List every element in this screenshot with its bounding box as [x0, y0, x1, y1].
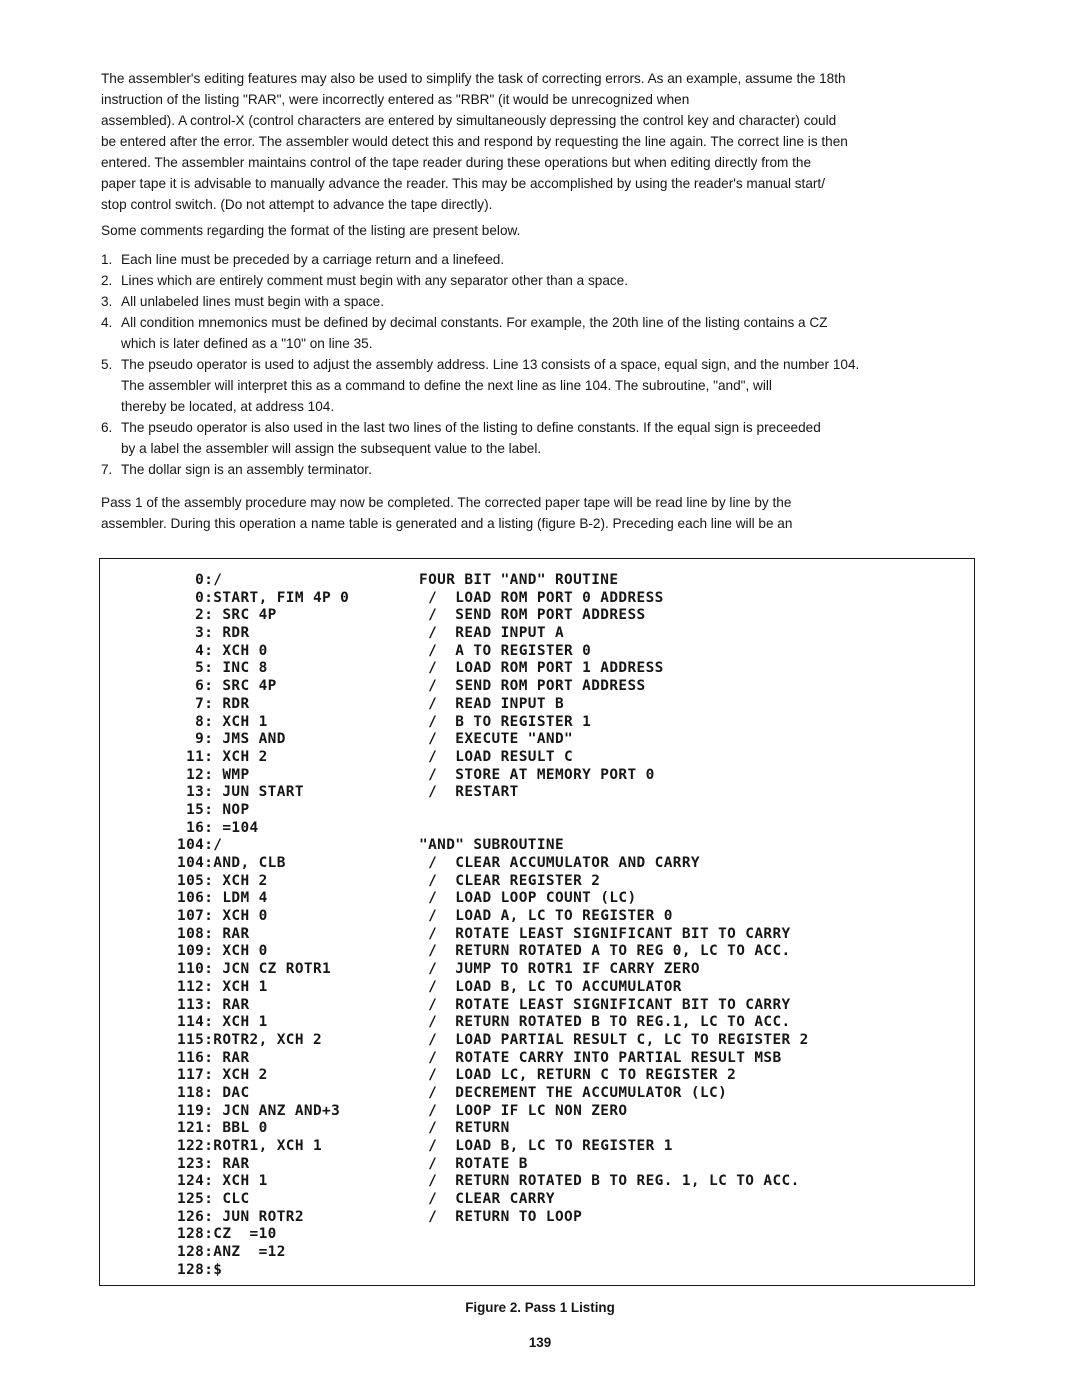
intro-line: The assembler's editing features may also be used to simplify the task of correcting errors. As an example, assume the 18th: [101, 71, 846, 86]
listing-comment-line: / LOAD B, LC TO ACCUMULATOR: [419, 978, 682, 995]
rule-line: by a label the assembler will assign the subsequent value to the label.: [121, 441, 542, 456]
listing-code-line: 0:START, FIM 4P 0: [177, 589, 350, 606]
rule-number: 7.: [101, 462, 113, 477]
listing-code-line: 5: INC 8: [177, 660, 268, 677]
listing-comment-line: / DECREMENT THE ACCUMULATOR (LC): [419, 1084, 728, 1101]
format-rules-list: [101, 249, 981, 480]
listing-code-line: 7: RDR: [177, 695, 250, 712]
listing-comment-line: / SEND ROM PORT ADDRESS: [419, 678, 646, 695]
listing-code-line: 16: =104: [177, 819, 259, 836]
listing-code-line: 126: JUN ROTR2: [177, 1208, 304, 1225]
rule-item: [101, 291, 981, 312]
listing-code-line: 106: LDM 4: [177, 890, 268, 907]
listing-code-line: 8: XCH 1: [177, 713, 268, 730]
listing-comment-line: / ROTATE LEAST SIGNIFICANT BIT TO CARRY: [419, 996, 791, 1013]
listing-code-line: 113: RAR: [177, 996, 250, 1013]
listing-comment-line: / ROTATE LEAST SIGNIFICANT BIT TO CARRY: [419, 925, 791, 942]
listing-comment-line: / CLEAR REGISTER 2: [419, 872, 601, 889]
rule-line: The pseudo operator is also used in the last two lines of the listing to define constants. If the equal sign is preceeded: [121, 420, 821, 435]
rule-item: [101, 312, 981, 354]
listing-code-line: 114: XCH 1: [177, 1014, 268, 1031]
listing-code-line: 109: XCH 0: [177, 943, 268, 960]
listing-comment-line: / EXECUTE "AND": [419, 731, 574, 748]
listing-code-line: 6: SRC 4P: [177, 678, 277, 695]
listing-code-column: [177, 572, 349, 1280]
figure-caption: Figure 2. Pass 1 Listing: [465, 1300, 615, 1315]
listing-code-line: 119: JCN ANZ AND+3: [177, 1102, 341, 1119]
listing-comment-line: / RETURN ROTATED A TO REG 0, LC TO ACC.: [419, 943, 791, 960]
listing-comment-line: / CLEAR CARRY: [419, 1191, 555, 1208]
listing-code-line: 110: JCN CZ ROTR1: [177, 961, 332, 978]
listing-code-line: 3: RDR: [177, 625, 250, 642]
listing-comment-line: [419, 820, 809, 838]
listing-code-line: 9: JMS AND: [177, 731, 286, 748]
pass1-paragraph: [101, 492, 991, 534]
listing-comment-line: / RETURN: [419, 1120, 510, 1137]
listing-comment-line: / JUMP TO ROTR1 IF CARRY ZERO: [419, 961, 700, 978]
intro-line: paper tape it is advisable to manually advance the reader. This may be accomplished by using the reader's manual start/: [101, 176, 825, 191]
listing-code-line: 128:$: [177, 1261, 223, 1278]
listing-code-line: 105: XCH 2: [177, 872, 268, 889]
listing-comment-line: / B TO REGISTER 1: [419, 713, 592, 730]
rule-item: [101, 417, 981, 459]
listing-code-line: 117: XCH 2: [177, 1067, 268, 1084]
pass1-line: assembler. During this operation a name table is generated and a listing (figure B-2). Preceding each line will be an: [101, 516, 793, 531]
listing-comment-line: / SEND ROM PORT ADDRESS: [419, 607, 646, 624]
listing-comment-line: / LOAD ROM PORT 0 ADDRESS: [419, 589, 664, 606]
listing-code-line: 13: JUN START: [177, 784, 304, 801]
listing-comment-line: / RESTART: [419, 784, 519, 801]
listing-code-line: 125: CLC: [177, 1191, 250, 1208]
listing-comment-line: / ROTATE B: [419, 1155, 528, 1172]
listing-code-line: 118: DAC: [177, 1084, 250, 1101]
listing-comment-line: / LOAD B, LC TO REGISTER 1: [419, 1138, 673, 1154]
listing-code-line: 122:ROTR1, XCH 1: [177, 1138, 323, 1154]
rule-line: Lines which are entirely comment must begin with any separator other than a space.: [121, 273, 629, 288]
listing-comment-line: / LOOP IF LC NON ZERO: [419, 1102, 628, 1119]
listing-comment-line: / LOAD PARTIAL RESULT C, LC TO REGISTER 2: [419, 1031, 809, 1048]
listing-comment-line: / STORE AT MEMORY PORT 0: [419, 766, 655, 783]
listing-code-line: 12: WMP: [177, 766, 250, 783]
rule-line: The assembler will interpret this as a command to define the next line as line 104. The subroutine, "and", will: [121, 378, 772, 393]
listing-code-line: 115:ROTR2, XCH 2: [177, 1031, 323, 1048]
rule-number: 1.: [101, 252, 113, 267]
listing-code-line: 4: XCH 0: [177, 642, 268, 659]
listing-code-line: 116: RAR: [177, 1049, 250, 1066]
listing-comment-line: / CLEAR ACCUMULATOR AND CARRY: [419, 855, 700, 871]
listing-code-line: 128:CZ =10: [177, 1226, 277, 1243]
rule-line: thereby be located, at address 104.: [121, 399, 335, 414]
rule-line: All unlabeled lines must begin with a space.: [121, 294, 384, 309]
listing-comment-line: / A TO REGISTER 0: [419, 642, 592, 659]
listing-comment-line: / READ INPUT B: [419, 695, 565, 712]
listing-comment-line: / LOAD A, LC TO REGISTER 0: [419, 908, 673, 925]
listing-code-line: 128:ANZ =12: [177, 1244, 286, 1261]
listing-comment-line: "AND" SUBROUTINE: [419, 837, 565, 854]
listing-code-line: 104:/: [177, 837, 223, 854]
intro-line: be entered after the error. The assembler would detect this and respond by requesting the line again. The correct line is then: [101, 134, 848, 149]
intro-line: instruction of the listing "RAR", were incorrectly entered as "RBR" (it would be unrecognized when: [101, 92, 690, 107]
rule-item: [101, 249, 981, 270]
rule-number: 4.: [101, 315, 113, 330]
rule-number: 6.: [101, 420, 113, 435]
listing-code-line: 15: NOP: [177, 801, 250, 818]
listing-comment-column: [419, 572, 809, 1226]
rule-number: 2.: [101, 273, 113, 288]
page-number: 139: [528, 1335, 552, 1350]
listing-comment-line: [419, 802, 809, 820]
listing-comment-line: / LOAD RESULT C: [419, 748, 574, 765]
listing-comment-line: FOUR BIT "AND" ROUTINE: [419, 572, 619, 588]
intro-line: assembled). A control-X (control characters are entered by simultaneously depressing the control key and character) could: [101, 113, 837, 128]
rule-line: The dollar sign is an assembly terminator.: [121, 462, 372, 477]
listing-comment-line: / RETURN ROTATED B TO REG.1, LC TO ACC.: [419, 1014, 791, 1031]
comments-intro: Some comments regarding the format of the listing are present below.: [101, 223, 521, 238]
rule-line: which is later defined as a "10" on line 35.: [121, 336, 373, 351]
rule-item: [101, 459, 981, 480]
listing-code-line: 121: BBL 0: [177, 1120, 268, 1137]
rule-number: 5.: [101, 357, 113, 372]
listing-code-line: 123: RAR: [177, 1155, 250, 1172]
listing-code-line: 108: RAR: [177, 925, 250, 942]
listing-comment-line: / LOAD ROM PORT 1 ADDRESS: [419, 660, 664, 677]
listing-code-line: 112: XCH 1: [177, 978, 268, 995]
rule-line: All condition mnemonics must be defined by decimal constants. For example, the 20th line of the listing contains a CZ: [121, 315, 828, 330]
rule-line: Each line must be preceded by a carriage return and a linefeed.: [121, 252, 505, 267]
listing-comment-line: / READ INPUT A: [419, 625, 565, 642]
rule-item: [101, 270, 981, 291]
listing-code-line: 104:AND, CLB: [177, 855, 286, 871]
listing-comment-line: / LOAD LC, RETURN C TO REGISTER 2: [419, 1067, 737, 1084]
rule-item: [101, 354, 981, 417]
intro-paragraph: [101, 68, 991, 215]
listing-code-line: 124: XCH 1: [177, 1173, 268, 1190]
listing-code-line: 0:/: [177, 572, 223, 588]
intro-line: stop control switch. (Do not attempt to advance the tape directly).: [101, 197, 493, 212]
rule-line: The pseudo operator is used to adjust the assembly address. Line 13 consists of a space, equal sign, and the number 104.: [121, 357, 860, 372]
listing-code-line: 107: XCH 0: [177, 908, 268, 925]
pass1-line: Pass 1 of the assembly procedure may now be completed. The corrected paper tape will be read line by line by the: [101, 495, 792, 510]
listing-comment-line: / LOAD LOOP COUNT (LC): [419, 890, 637, 907]
listing-code-line: 11: XCH 2: [177, 748, 268, 765]
intro-line: entered. The assembler maintains control of the tape reader during these operations but when editing directly from the: [101, 155, 812, 170]
listing-code-line: 2: SRC 4P: [177, 607, 277, 624]
rule-number: 3.: [101, 294, 113, 309]
listing-comment-line: / RETURN TO LOOP: [419, 1208, 583, 1225]
listing-comment-line: / RETURN ROTATED B TO REG. 1, LC TO ACC.: [419, 1173, 800, 1190]
listing-comment-line: / ROTATE CARRY INTO PARTIAL RESULT MSB: [419, 1049, 782, 1066]
